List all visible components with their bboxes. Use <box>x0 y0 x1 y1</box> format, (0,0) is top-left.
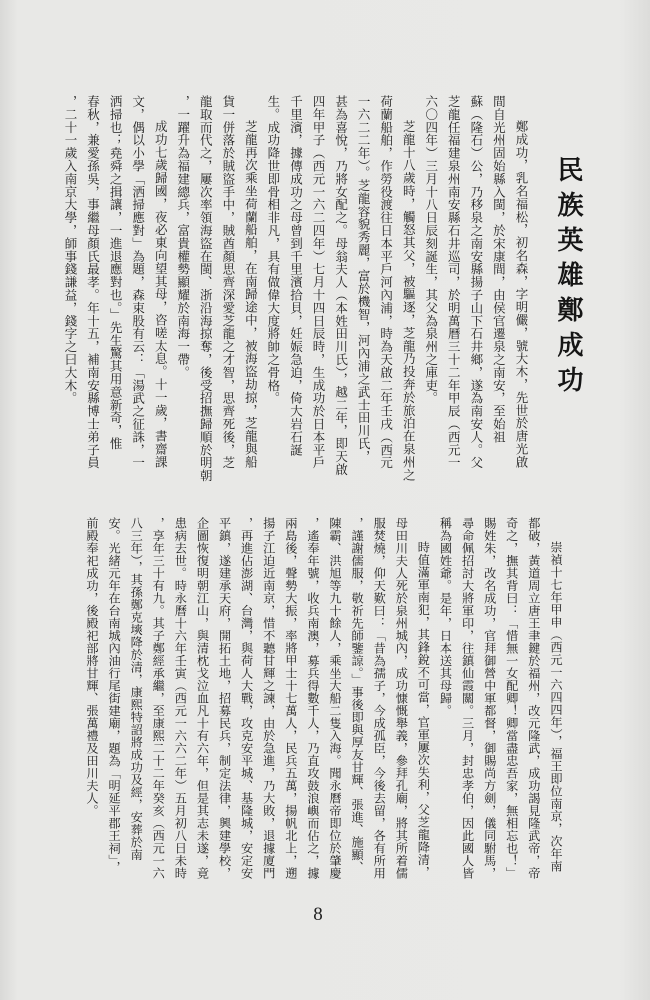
page-number: 8 <box>313 904 323 925</box>
text-column: 芝龍再次乘坐荷蘭船舶，在南歸途中，被海盜劫掠，芝龍與船 <box>243 120 259 469</box>
article-title: 民族英雄鄭成功 <box>553 156 583 401</box>
text-column: 龍取而代之，屢次率領海盜在閩、浙沿海掠奪，後受招撫歸順於明朝 <box>198 95 214 482</box>
text-column: ，一躍升為福建總兵，富貴權勢顯耀於南海一帶。 <box>175 95 191 379</box>
text-column: 千里濱，據傳成功之母曾到千里濱拾貝，妊娠急迫，倚大岩石誕 <box>288 95 304 457</box>
text-column: 洒掃也；堯舜之揖讓，一進退應對也。」先生驚其用意新奇，惟 <box>108 95 124 450</box>
text-column: 文，偶以小學「洒掃應對」為題，森束股有云：「湯武之征誅，一 <box>130 95 146 470</box>
text-column: 企圖恢復明朝江山，與清枕戈泣血凡十有六年，但是其志未遂，竟 <box>195 517 210 880</box>
text-column: 四年甲子（西元一六二四年）七月十四日辰時，生成功於日本平戶 <box>311 95 327 470</box>
upper-text-block <box>62 95 529 490</box>
text-column: 服焚燒，仰天歎曰：「昔為孺子，今成孤臣，今後去留，各有所用 <box>372 517 387 880</box>
text-column: 都破，黃道周立唐王聿鍵於福州，改元隆武，成功謁見隆武帝，帝 <box>526 517 541 880</box>
text-column: 荷蘭船舶，作勞役渡往日本平戶河內浦，時為天啟二年壬戌（西元 <box>378 95 394 470</box>
text-column: 母田川夫人死於泉州城內，成功慷慨舉義，參拜孔廟，將其所着儒 <box>394 517 409 880</box>
text-column: 稱為國姓爺。是年，日本送其母歸。 <box>438 517 453 717</box>
text-column: 一六二二年）。芝龍容貌秀麗，富於機智，河內浦之武士田川氏， <box>356 95 372 463</box>
text-column: 貨一併落於賊盜手中，賊酋顏思齊深愛芝龍之才智，思齊死後，芝 <box>220 95 236 470</box>
text-column: 患病去世。時永曆十六年壬寅（西元一六六二年）五月初八日未時 <box>173 517 188 880</box>
text-column: 崇禎十七年甲申（西元一六四四年），福王即位南京，次年南 <box>548 541 563 873</box>
text-column: 奇之，撫其背曰：「惜無一女配卿！卿當盡忠吾家，無相忘也！」 <box>504 517 519 880</box>
text-column: 陳霸、洪旭等九十餘人，乘坐大船二隻入海。聞永曆帝即位於肇慶 <box>328 517 343 880</box>
text-column: 八三年），其孫鄭克塽降於清，康熙特詔將成功及經，安葬於南 <box>129 517 144 861</box>
text-column: 芝龍任福建泉州南安縣石井巡司，於明萬曆三十二年甲辰（西元一 <box>446 95 462 470</box>
text-column: 前殿奉祀成功，後殿祀部將甘輝、張萬禮及田川夫人。 <box>85 517 99 817</box>
text-column: 安。光緒元年在台南城內油行尾街建廟，題為「明延平郡王祠」， <box>107 517 122 874</box>
text-column: 兩島後，聲勢大振，率將甲士十七萬人，民兵五萬，揚帆北上，遡 <box>283 517 298 880</box>
text-column: 間自光州固始縣入閩，於宋康間，由侯官遷泉之南安，至始祖 <box>491 95 507 444</box>
text-column: 六〇四年）三月十八日辰刻誕生，其父為泉州之庫吏。 <box>423 95 439 405</box>
text-column: 揚子江迫近南京，惜不聽甘輝之諫，由於急進，乃大敗，退據廈門 <box>261 517 276 880</box>
text-column: 蘇（隆石）公，乃移泉之南安縣揚子山下石井鄉，遂為南安人。父 <box>468 95 484 470</box>
text-column: 時值滿軍南犯，其鋒銳不可當，官軍屢次失利，父芝龍降清， <box>416 541 431 879</box>
text-column: 平鎮，遂建承天府，開拓土地，招募民兵，制定法律，興建學校， <box>217 517 232 880</box>
text-column: 芝龍十八歲時，觸怒其父，被驅逐，芝龍乃投奔於旅泊在泉州之 <box>401 120 417 482</box>
text-column: 鄭成功，乳名福松，初名森，字明儼，號大木，先世於唐光啟 <box>513 120 529 469</box>
text-column: 賜姓朱，改名成功，官拜御營中軍都督，御賜尚方劍，儀同駙馬， <box>482 517 497 880</box>
text-column: 成功七歲歸國，夜必東向望其母，咨嗟太息。十一歲，書齋課 <box>153 120 169 469</box>
text-column: ，二十一歲入南京大學，師事錢謙益，錢字之曰大木。 <box>63 95 78 405</box>
lower-text-block <box>84 517 564 897</box>
text-column: 生。成功降世即骨相非凡，具有做偉大度將帥之骨格。 <box>265 95 281 405</box>
text-column: ，享年三十有九。其子鄭經承繼，至康熙二十二年癸亥（西元一六 <box>151 517 166 880</box>
text-column: 甚為喜悅，乃將女配之。母翁夫人（本姓田川氏），越二年，即天啟 <box>333 95 349 476</box>
text-column: ，謹謝儒服，敬祈先師鑒諒。」事後即與厚友甘輝、張進、施顯、 <box>350 517 365 874</box>
text-column: 尋命佩招討大將軍印，往鎮仙霞關。三月，封忠孝伯，因此國人皆 <box>460 517 475 880</box>
text-column: ，遙奉年號，收兵南澳，募兵得數千人，乃直攻鼓浪嶼而佔之，據 <box>305 517 320 880</box>
text-column: 春秋，兼愛孫吳，事繼母顏氏最孝。年十五，補南安縣博士弟子員 <box>85 95 101 470</box>
text-column: ，再進佔澎湖、台灣，與荷人大戰，攻克安平城、基隆城，安定安 <box>239 517 254 880</box>
